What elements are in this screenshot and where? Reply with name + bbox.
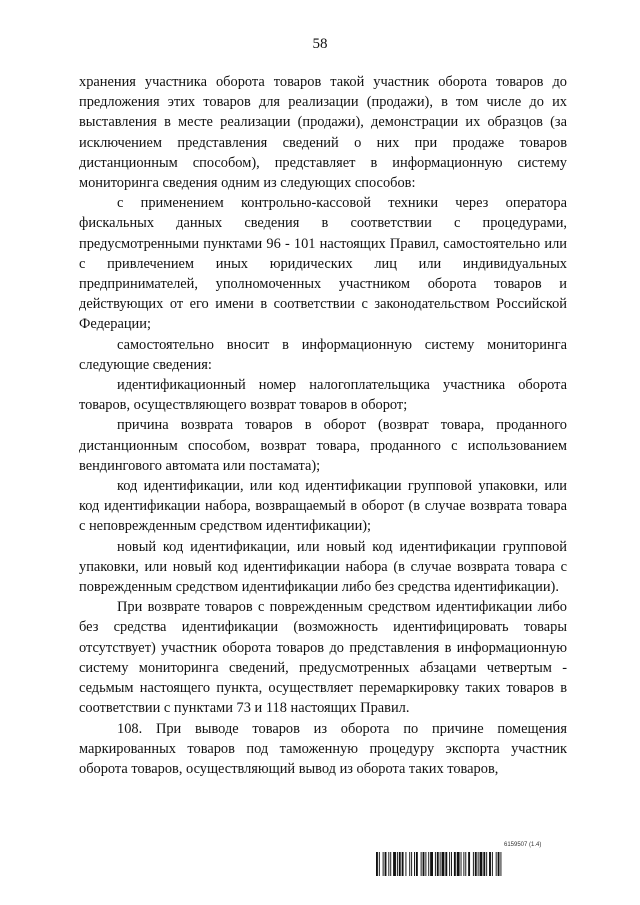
document-body (79, 72, 567, 779)
paragraph: хранения участника оборота товаров такой участник оборота товаров до предложения этих товаров для реализации (продажи), в том числе до их выставления в месте реализации (продажи), демонстрации их образцов (за исключением представления сведений о них при продаже товаров дистанционным способом), представляет в информационную систему мониторинга сведения одним из следующих способов: (79, 74, 567, 192)
paragraph: При возврате товаров с поврежденным средством идентификации либо без средства идентификации (возможность идентифицировать товары отсутствует) участник оборота товаров до представления в информационную систему мониторинга сведений, предусмотренных абзацами четвертым - седьмым настоящего пункта, осуществляет перемаркировку таких товаров в соответствии с пунктами 73 и 118 настоящих Правил. (79, 599, 567, 717)
document-code: 6159507 (1.4) (504, 842, 542, 848)
paragraph: 108. При выводе товаров из оборота по причине помещения маркированных товаров под таможенную процедуру экспорта участник оборота товаров, осуществляющий вывод из оборота таких товаров, (79, 720, 567, 777)
paragraph: с применением контрольно-кассовой техники через оператора фискальных данных сведения в соответствии с процедурами, предусмотренными пунктами 96 - 101 настоящих Правил, самостоятельно или с привлечением иных юридических лиц или индивидуальных предпринимателей, уполномоченных участником оборота товаров и действующих от его имени в соответствии с законодательством Российской Федерации; (79, 195, 567, 333)
paragraph: новый код идентификации, или новый код идентификации групповой упаковки, или новый код идентификации набора (в случае возврата товара с поврежденным средством идентификации либо без средства идентификации). (79, 538, 567, 596)
barcode-image (376, 852, 566, 876)
page-number: 58 (312, 36, 328, 52)
paragraph: самостоятельно вносит в информационную систему мониторинга следующие сведения: (79, 336, 567, 373)
paragraph: идентификационный номер налогоплательщика участника оборота товаров, осуществляющего возврат товаров в оборот; (79, 377, 567, 414)
paragraph: код идентификации, или код идентификации групповой упаковки, или код идентификации набора, возвращаемый в оборот (в случае возврата товара с неповрежденным средством идентификации); (79, 478, 567, 535)
paragraph: причина возврата товаров в оборот (возврат товара, проданного дистанционным способом, возврат товара, проданного с использованием вендингового автомата или постамата); (79, 417, 567, 474)
